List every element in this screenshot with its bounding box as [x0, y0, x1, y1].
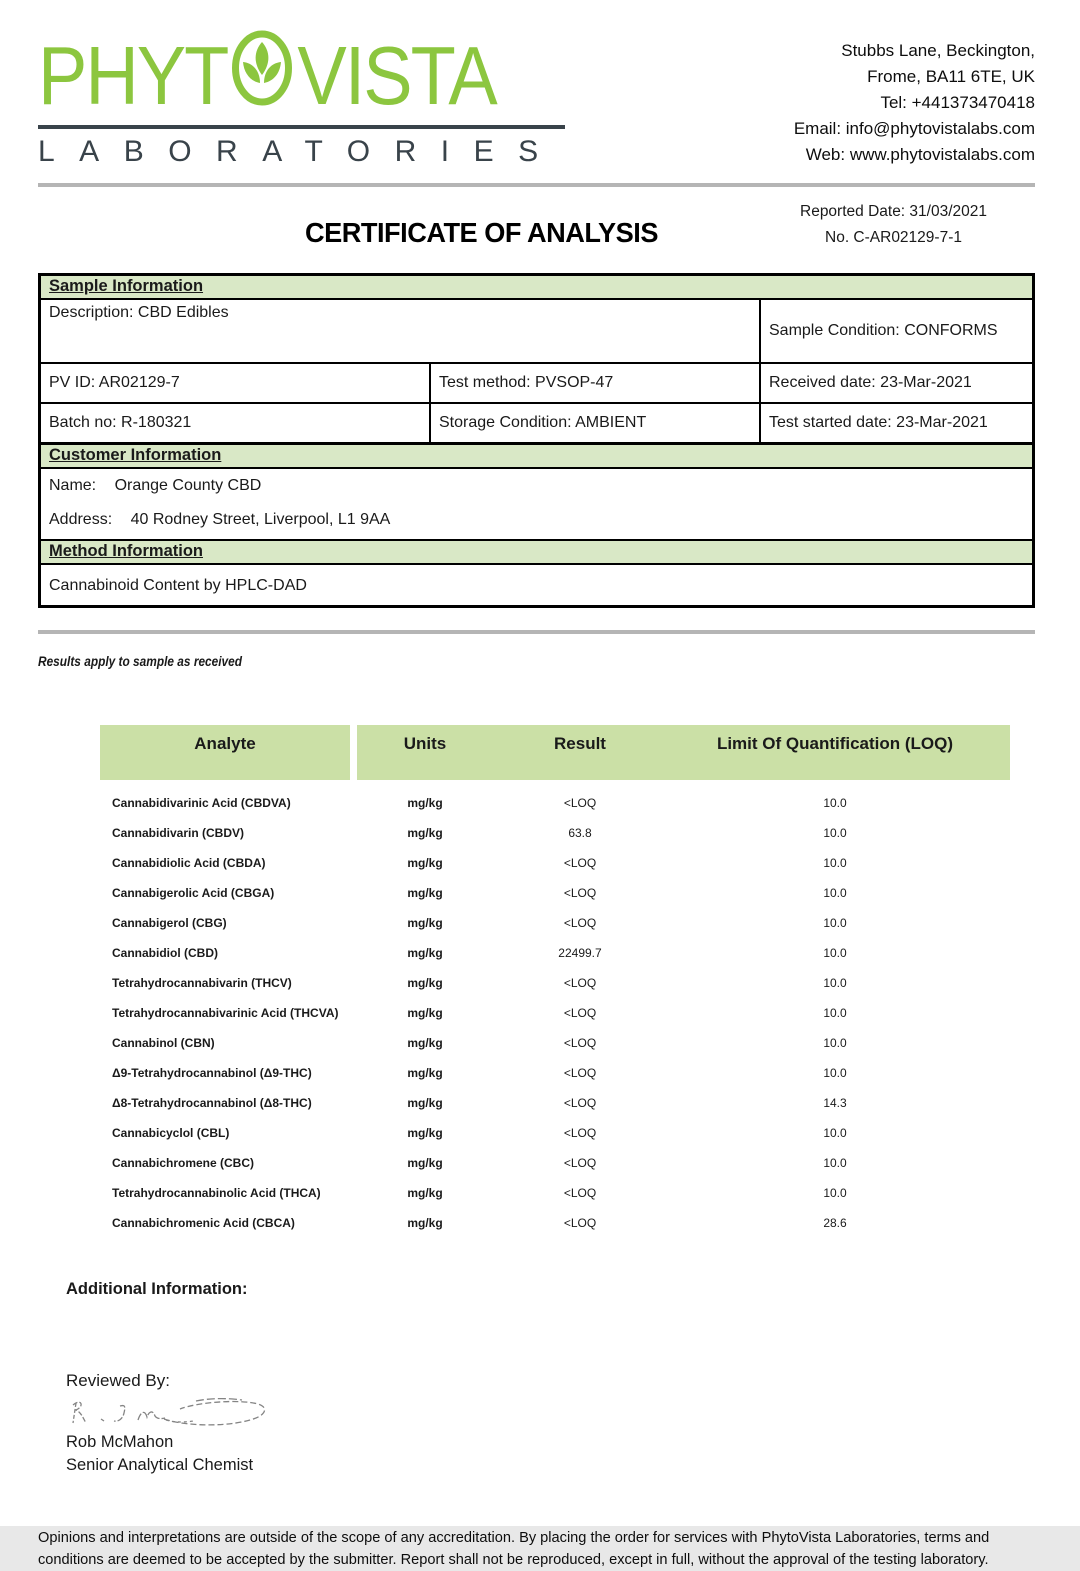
- cell-result: 63.8: [568, 826, 592, 840]
- method-information-header: [41, 541, 1032, 565]
- reviewer-name: Rob McMahon: [66, 1433, 174, 1451]
- cell-analyte: Cannabinol (CBN): [112, 1036, 215, 1050]
- cell-loq: 10.0: [823, 1186, 847, 1200]
- sample-information-title: Sample Information: [49, 277, 204, 295]
- cell-result: <LOQ: [563, 1126, 597, 1140]
- cell-units: mg/kg: [407, 826, 443, 840]
- table-row: [100, 1178, 1010, 1208]
- cell-units: mg/kg: [407, 1156, 443, 1170]
- customer-name-value: Orange County CBD: [114, 477, 262, 494]
- sample-row-description: [41, 300, 1032, 364]
- results-table: [100, 725, 1010, 1238]
- cell-result: <LOQ: [563, 1066, 597, 1080]
- method-information-box: Cannabinoid Content by HPLC-DAD: [41, 565, 1032, 608]
- table-row: [100, 968, 1010, 998]
- results-header-labels: [100, 725, 1010, 754]
- cell-result: <LOQ: [563, 916, 597, 930]
- reviewed-by-label: Reviewed By:: [66, 1371, 170, 1390]
- cell-loq: 10.0: [823, 946, 847, 960]
- footer-disclaimer: Opinions and interpretations are outside of the scope of any accreditation. By placing the order for services with PhytoVista Laboratories, terms and conditions are deemed to be accepted by the submitter. Report shall not be reproduced, except in full, without the approval of the testing laboratory.: [38, 1530, 990, 1568]
- cell-loq: 10.0: [823, 1036, 847, 1050]
- customer-name-line: [49, 477, 1024, 495]
- column-header-units: Units: [403, 734, 447, 753]
- logo-divider: [38, 125, 565, 129]
- logo-subtitle: LABORATORIES: [38, 135, 563, 168]
- cell-units: mg/kg: [407, 1066, 443, 1080]
- reported-date: Reported Date: 31/03/2021: [800, 203, 987, 220]
- cell-analyte: Δ9-Tetrahydrocannabinol (Δ9-THC): [112, 1066, 312, 1080]
- cell-loq: 14.3: [823, 1096, 847, 1110]
- table-row: [100, 788, 1010, 818]
- cell-loq: 28.6: [823, 1216, 847, 1230]
- signature-image: [68, 1393, 278, 1431]
- contact-address-line2: Frome, BA11 6TE, UK: [867, 67, 1035, 86]
- table-row: [100, 878, 1010, 908]
- cell-units: mg/kg: [407, 976, 443, 990]
- cell-loq: 10.0: [823, 886, 847, 900]
- cell-loq: 10.0: [823, 1156, 847, 1170]
- signoff-block: [66, 1371, 1035, 1475]
- cell-units: mg/kg: [407, 1186, 443, 1200]
- report-number: No. C-AR02129-7-1: [825, 229, 962, 246]
- column-header-loq: Limit Of Quantification (LOQ): [716, 734, 954, 753]
- batch-no: Batch no: R-180321: [49, 414, 192, 431]
- cell-loq: 10.0: [823, 856, 847, 870]
- cell-units: mg/kg: [407, 1036, 443, 1050]
- method-information-title: Method Information: [49, 542, 203, 560]
- cell-result: 22499.7: [558, 946, 602, 960]
- cell-units: mg/kg: [407, 916, 443, 930]
- table-row: [100, 908, 1010, 938]
- table-row: [100, 1028, 1010, 1058]
- cell-result: <LOQ: [563, 976, 597, 990]
- cell-analyte: Tetrahydrocannabivarinic Acid (THCVA): [112, 1006, 339, 1020]
- contact-address-line1: Stubbs Lane, Beckington,: [841, 41, 1035, 60]
- cell-units: mg/kg: [407, 1216, 443, 1230]
- cell-analyte: Tetrahydrocannabinolic Acid (THCA): [112, 1186, 321, 1200]
- cell-analyte: Cannabidivarin (CBDV): [112, 826, 245, 840]
- cell-units: mg/kg: [407, 946, 443, 960]
- results-note: Results apply to sample as received: [38, 654, 243, 669]
- cell-loq: 10.0: [823, 976, 847, 990]
- additional-information-label: Additional Information:: [66, 1280, 248, 1298]
- sample-information-header: [41, 276, 1032, 300]
- cell-loq: 10.0: [823, 826, 847, 840]
- cell-loq: 10.0: [823, 796, 847, 810]
- section-divider: [38, 630, 1035, 634]
- pv-id: PV ID: AR02129-7: [49, 374, 180, 391]
- test-method: Test method: PVSOP-47: [429, 364, 759, 402]
- received-date: Received date: 23-Mar-2021: [759, 364, 1032, 402]
- table-row: [100, 1148, 1010, 1178]
- cell-result: <LOQ: [563, 1006, 597, 1020]
- table-row: [100, 1088, 1010, 1118]
- cell-result: <LOQ: [563, 796, 597, 810]
- logo-wordmark: [38, 28, 568, 122]
- cell-result: <LOQ: [563, 1216, 597, 1230]
- customer-address-label: Address:: [49, 511, 113, 528]
- contact-tel: Tel: +441373470418: [880, 93, 1035, 112]
- leaf-icon: [231, 30, 293, 111]
- cell-units: mg/kg: [407, 1006, 443, 1020]
- cell-analyte: Cannabichromenic Acid (CBCA): [112, 1216, 295, 1230]
- cell-result: <LOQ: [563, 1036, 597, 1050]
- cell-loq: 10.0: [823, 1126, 847, 1140]
- table-row: [100, 1118, 1010, 1148]
- lab-contact-info: [794, 30, 1035, 168]
- customer-address-line: [49, 511, 1024, 529]
- cell-result: <LOQ: [563, 886, 597, 900]
- cell-loq: 10.0: [823, 916, 847, 930]
- cell-result: <LOQ: [563, 1186, 597, 1200]
- cell-units: mg/kg: [407, 1126, 443, 1140]
- cell-analyte: Cannabidiol (CBD): [112, 946, 218, 960]
- cell-analyte: Cannabigerol (CBG): [112, 916, 227, 930]
- table-row: [100, 818, 1010, 848]
- sample-row-batch: [41, 404, 1032, 445]
- title-row: [38, 187, 1035, 273]
- cell-loq: 10.0: [823, 1066, 847, 1080]
- customer-address-value: 40 Rodney Street, Liverpool, L1 9AA: [130, 511, 391, 528]
- cell-result: <LOQ: [563, 1096, 597, 1110]
- results-table-header: [100, 725, 1010, 780]
- cell-result: <LOQ: [563, 1156, 597, 1170]
- results-table-body: [100, 780, 1010, 1238]
- page-title: CERTIFICATE OF ANALYSIS: [304, 217, 659, 248]
- cell-analyte: Cannabidiolic Acid (CBDA): [112, 856, 266, 870]
- cell-units: mg/kg: [407, 796, 443, 810]
- customer-name-label: Name:: [49, 477, 97, 494]
- sample-condition: Sample Condition: CONFORMS: [759, 300, 1032, 362]
- table-row: [100, 1208, 1010, 1238]
- cell-units: mg/kg: [407, 1096, 443, 1110]
- column-header-analyte: Analyte: [194, 734, 256, 753]
- sample-row-ids: [41, 364, 1032, 404]
- cell-analyte: Cannabigerolic Acid (CBGA): [112, 886, 275, 900]
- table-row: [100, 938, 1010, 968]
- cell-result: <LOQ: [563, 856, 597, 870]
- customer-information-title: Customer Information: [49, 446, 222, 464]
- sample-information-section: [38, 273, 1035, 608]
- cell-analyte: Δ8-Tetrahydrocannabinol (Δ8-THC): [112, 1096, 312, 1110]
- logo-text-vista: VISTA: [297, 28, 496, 122]
- table-row: [100, 1058, 1010, 1088]
- contact-web: Web: www.phytovistalabs.com: [805, 145, 1035, 164]
- sample-description: Description: CBD Edibles: [49, 304, 229, 321]
- cell-analyte: Cannabicyclol (CBL): [112, 1126, 230, 1140]
- customer-information-header: [41, 445, 1032, 469]
- cell-analyte: Cannabidivarinic Acid (CBDVA): [112, 796, 291, 810]
- cell-analyte: Cannabichromene (CBC): [112, 1156, 255, 1170]
- cell-loq: 10.0: [823, 1006, 847, 1020]
- cell-analyte: Tetrahydrocannabivarin (THCV): [112, 976, 292, 990]
- customer-information-box: [41, 469, 1032, 541]
- contact-email: Email: info@phytovistalabs.com: [793, 119, 1035, 138]
- logo-text-phyt: PHYT: [38, 28, 228, 122]
- phytovista-logo: [38, 30, 568, 169]
- table-row: [100, 998, 1010, 1028]
- column-header-result: Result: [554, 734, 606, 753]
- reviewer-role: Senior Analytical Chemist: [66, 1456, 254, 1474]
- test-started-date: Test started date: 23-Mar-2021: [759, 404, 1032, 442]
- storage-condition: Storage Condition: AMBIENT: [429, 404, 759, 442]
- header: [38, 30, 1035, 169]
- cell-units: mg/kg: [407, 886, 443, 900]
- table-row: [100, 848, 1010, 878]
- cell-units: mg/kg: [407, 856, 443, 870]
